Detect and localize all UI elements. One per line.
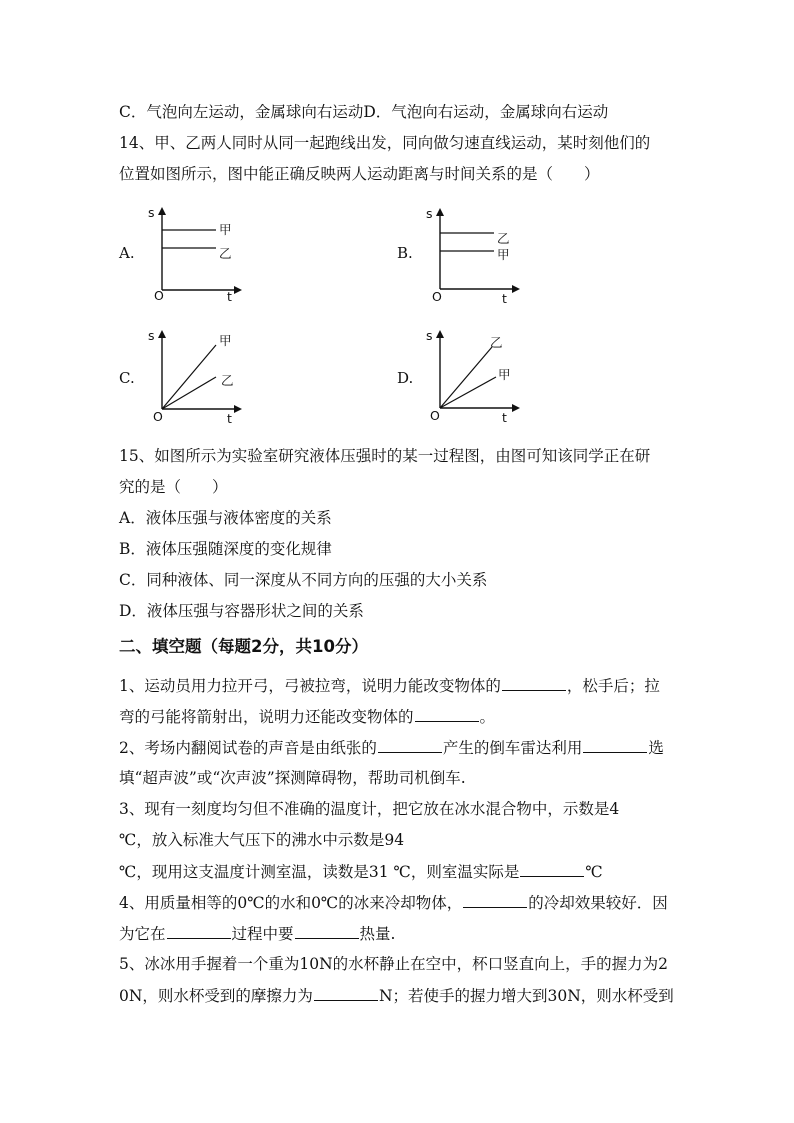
fill-q2-text-c: 选 bbox=[648, 739, 664, 757]
fill-q4-text-c: 为它在 bbox=[119, 925, 166, 943]
fill-q3-line2: ℃，放入标准大气压下的沸水中示数是94 bbox=[119, 831, 405, 849]
q15-stem-line1: 15、如图所示为实验室研究液体压强时的某一过程图，由图可知该同学正在研 bbox=[119, 447, 651, 465]
fill-q1-text-a: 1、运动员用力拉开弓，弓被拉弯，说明力能改变物体的 bbox=[119, 677, 501, 695]
fill-q4-blank-3[interactable] bbox=[295, 923, 359, 939]
q14-graph-b bbox=[428, 203, 538, 312]
fill-q3-blank-1[interactable] bbox=[520, 861, 584, 877]
fill-q5-line2 bbox=[119, 985, 674, 1006]
graph-a-axis-t: t bbox=[227, 289, 232, 304]
graph-d-line-yi bbox=[440, 347, 492, 408]
fill-q1-blank-1[interactable] bbox=[502, 675, 566, 691]
fill-q5-blank-1[interactable] bbox=[314, 985, 378, 1001]
fill-q3-line1: 3、现有一刻度均匀但不准确的温度计，把它放在冰水混合物中，示数是4 bbox=[119, 800, 620, 818]
graph-a-label-jia: 甲 bbox=[219, 222, 232, 237]
graph-d-origin: O bbox=[430, 408, 440, 423]
q14-graph-c bbox=[150, 325, 260, 434]
q15-option-a: A．液体压强与液体密度的关系 bbox=[119, 509, 332, 527]
fill-q4-blank-2[interactable] bbox=[167, 923, 231, 939]
fill-q3-text-d: ℃ bbox=[585, 863, 603, 881]
fill-q3-text-c: ℃，现用这支温度计测室温，读数是31 ℃，则室温实际是 bbox=[119, 863, 520, 881]
graph-d-line-jia bbox=[440, 377, 496, 408]
fill-q2-text-b: 产生的倒车雷达利用 bbox=[442, 739, 583, 757]
q14-stem-line1: 14、甲、乙两人同时从同一起跑线出发，同向做匀速直线运动，某时刻他们的 bbox=[119, 134, 651, 152]
fill-q4-text-a: 4、用质量相等的0℃的水和0℃的冰来冷却物体， bbox=[119, 894, 463, 912]
fill-q5-text-c: N；若使手的握力增大到30N，则水杯受到 bbox=[378, 987, 674, 1005]
graph-a-origin: O bbox=[154, 288, 164, 303]
graph-c-axis-s: s bbox=[148, 328, 155, 343]
graph-c-line-yi bbox=[162, 377, 216, 409]
graph-d-label-yi: 乙 bbox=[490, 335, 503, 350]
q15-option-d: D．液体压强与容器形状之间的关系 bbox=[119, 602, 364, 620]
fill-q1-text-c: 弯的弓能将箭射出，说明力还能改变物体的 bbox=[119, 708, 414, 726]
fill-q1-line1 bbox=[119, 675, 660, 696]
fill-q2-line1 bbox=[119, 737, 664, 758]
fill-q4-blank-1[interactable] bbox=[463, 892, 527, 908]
graph-b-label-yi: 乙 bbox=[497, 231, 510, 246]
q15-option-b: B．液体压强随深度的变化规律 bbox=[119, 540, 332, 558]
q14-option-d-label: D. bbox=[397, 369, 414, 387]
fill-q1-line2 bbox=[119, 706, 495, 727]
q14-option-b-label: B. bbox=[397, 244, 413, 262]
graph-b-axis-t: t bbox=[502, 291, 507, 306]
graph-d-axis-t: t bbox=[502, 410, 507, 425]
graph-c-axis-t: t bbox=[227, 411, 232, 426]
graph-b-axis-s: s bbox=[426, 206, 433, 221]
fill-q1-text-d: 。 bbox=[479, 708, 496, 726]
graph-c-label-jia: 甲 bbox=[219, 333, 232, 348]
fill-q3-line3 bbox=[119, 861, 603, 882]
section-2-title: 二、填空题（每题2分，共10分） bbox=[119, 637, 368, 656]
fill-q2-text-a: 2、考场内翻阅试卷的声音是由纸张的 bbox=[119, 739, 377, 757]
q13-options-cd: C．气泡向左运动，金属球向右运动D．气泡向右运动，金属球向右运动 bbox=[119, 103, 609, 121]
fill-q2-blank-1[interactable] bbox=[378, 737, 442, 753]
q15-option-c: C．同种液体、同一深度从不同方向的压强的大小关系 bbox=[119, 571, 488, 589]
q15-stem-line2: 究的是（ ） bbox=[119, 478, 228, 496]
q14-option-a-label: A. bbox=[119, 244, 135, 262]
fill-q5-text-b: 0N，则水杯受到的摩擦力为 bbox=[119, 987, 313, 1005]
fill-q5-line1: 5、冰冰用手握着一个重为10N的水杯静止在空中，杯口竖直向上，手的握力为2 bbox=[119, 955, 669, 973]
fill-q4-text-e: 热量. bbox=[359, 925, 396, 943]
fill-q2-line2: 填“超声波”或“次声波”探测障碍物，帮助司机倒车. bbox=[119, 769, 466, 787]
graph-b-origin: O bbox=[432, 289, 442, 304]
q14-option-c-label: C. bbox=[119, 369, 135, 387]
fill-q4-line1 bbox=[119, 892, 668, 913]
q14-graph-a bbox=[150, 200, 260, 309]
q14-stem-line2: 位置如图所示，图中能正确反映两人运动距离与时间关系的是（ ） bbox=[119, 165, 600, 183]
fill-q1-text-b: ，松手后；拉 bbox=[566, 677, 660, 695]
graph-c-label-yi: 乙 bbox=[221, 373, 234, 388]
fill-q2-blank-2[interactable] bbox=[583, 737, 647, 753]
graph-a-axis-s: s bbox=[148, 205, 155, 220]
fill-q4-text-b: 的冷却效果较好．因 bbox=[528, 894, 668, 912]
fill-q1-blank-2[interactable] bbox=[415, 706, 479, 722]
fill-q4-line2 bbox=[119, 923, 395, 944]
graph-d-label-jia: 甲 bbox=[498, 367, 511, 382]
q14-graph-d bbox=[428, 325, 538, 434]
graph-a-label-yi: 乙 bbox=[219, 246, 232, 261]
graph-b-label-jia: 甲 bbox=[497, 247, 510, 262]
graph-d-axis-s: s bbox=[426, 328, 433, 343]
graph-c-origin: O bbox=[153, 409, 163, 424]
fill-q4-text-d: 过程中要 bbox=[231, 925, 294, 943]
graph-c-line-jia bbox=[162, 345, 216, 409]
